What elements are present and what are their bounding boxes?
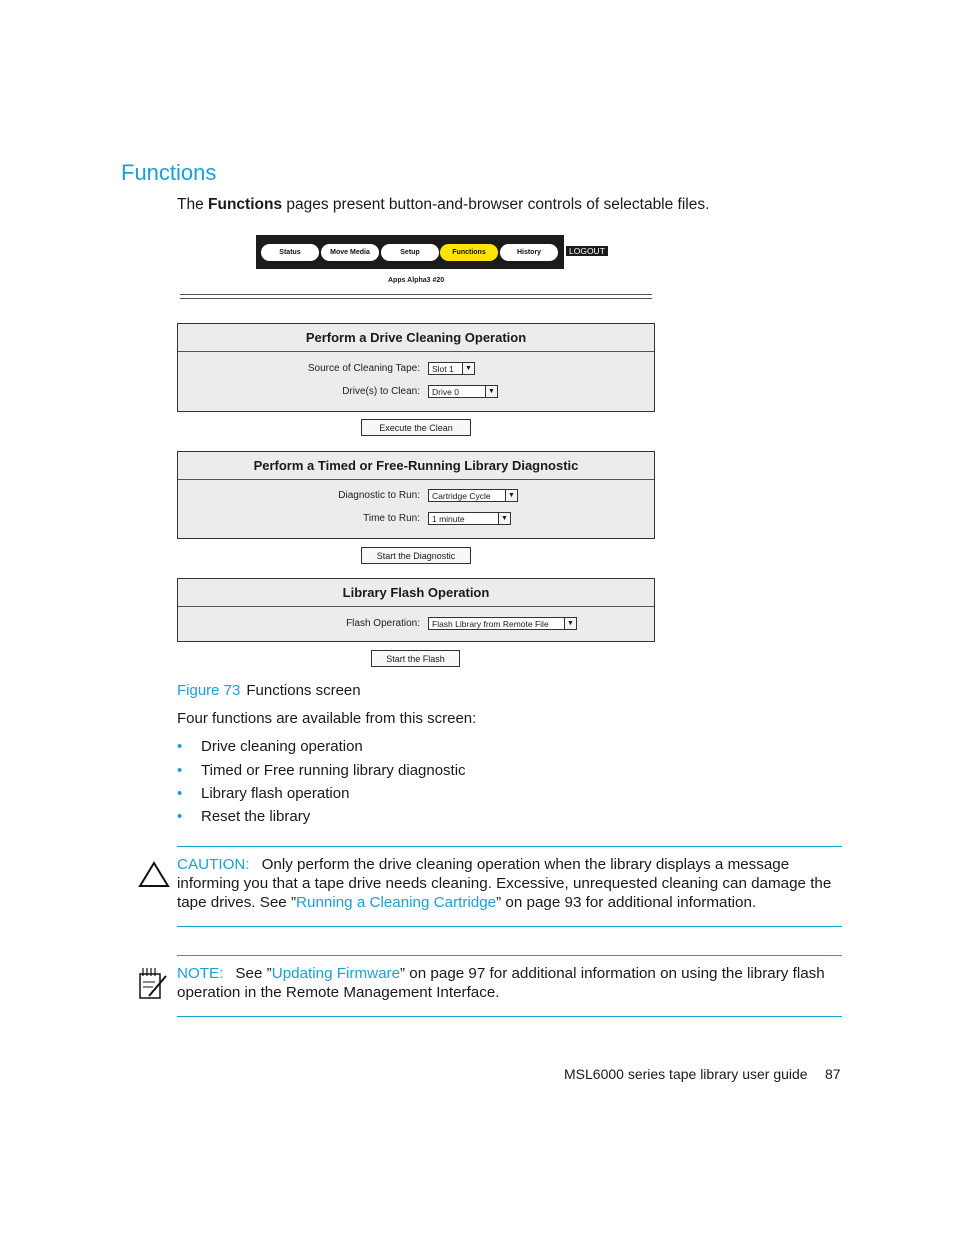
app-name: Apps Alpha3 #20 <box>388 277 445 284</box>
panel-title: Library Flash Operation <box>178 579 654 607</box>
available-text: Four functions are available from this screen: <box>177 710 477 727</box>
page-heading: Functions <box>121 160 217 185</box>
diagnostic-value: Cartridge Cycle <box>432 491 491 501</box>
divider <box>180 294 652 295</box>
nav-status-button[interactable]: Status <box>261 244 319 261</box>
nav-setup-button[interactable]: Setup <box>381 244 439 261</box>
diagnostic-label: Diagnostic to Run: <box>338 490 420 501</box>
bullet-icon: • <box>177 762 183 779</box>
drive-value: Drive 0 <box>432 387 459 397</box>
execute-clean-button[interactable]: Execute the Clean <box>361 419 471 436</box>
chevron-down-icon: ▼ <box>505 490 517 501</box>
flash-operation-value: Flash Library from Remote File <box>432 619 549 629</box>
start-flash-button[interactable]: Start the Flash <box>371 650 460 667</box>
intro-pre: The <box>177 196 209 213</box>
time-label: Time to Run: <box>363 513 420 524</box>
note-notice: NOTE: See ”Updating Firmware” on page 97 for additional information on using the library flash operation in the Remote Management Interface. <box>177 965 825 1001</box>
logout-button[interactable]: LOGOUT <box>566 246 608 256</box>
drive-label: Drive(s) to Clean: <box>342 386 420 397</box>
diagnostic-select[interactable] <box>428 489 518 502</box>
chevron-down-icon: ▼ <box>498 513 510 524</box>
intro-paragraph <box>177 196 709 214</box>
caution-icon <box>138 860 170 888</box>
panel-title: Perform a Timed or Free-Running Library Diagnostic <box>178 452 654 480</box>
nav-history-button[interactable]: History <box>500 244 558 261</box>
intro-post: pages present button-and-browser controls of selectable files. <box>282 196 710 213</box>
flash-panel <box>177 578 655 642</box>
chevron-down-icon: ▼ <box>564 618 576 629</box>
footer-title: MSL6000 series tape library user guide <box>564 1066 808 1082</box>
nav-move-media-button[interactable]: Move Media <box>321 244 379 261</box>
chevron-down-icon: ▼ <box>462 363 474 374</box>
divider <box>177 846 842 847</box>
divider <box>177 926 842 927</box>
start-diagnostic-button[interactable]: Start the Diagnostic <box>361 547 471 564</box>
panel-title: Perform a Drive Cleaning Operation <box>178 324 654 352</box>
source-value: Slot 1 <box>432 364 454 374</box>
source-label: Source of Cleaning Tape: <box>307 363 420 374</box>
time-select[interactable] <box>428 512 511 525</box>
nav-bar <box>256 235 564 269</box>
intro-bold: Functions <box>208 196 283 213</box>
drive-select[interactable] <box>428 385 498 398</box>
flash-operation-select[interactable] <box>428 617 577 630</box>
page-number: 87 <box>825 1066 841 1082</box>
note-icon <box>137 966 169 1000</box>
divider <box>177 955 842 956</box>
bullet-icon: • <box>177 738 183 755</box>
nav-functions-button[interactable]: Functions <box>440 244 498 261</box>
time-value: 1 minute <box>432 514 465 524</box>
caution-label: CAUTION: <box>177 856 250 873</box>
figure-number: Figure 73 <box>177 682 241 699</box>
caution-notice: CAUTION: Only perform the drive cleaning operation when the library displays a message informing you that a tape drive needs cleaning. Excessive, unrequested cleaning can damage the tape drives. See ”Running a Cleaning Cartridge” on page 93 for additional information. <box>177 856 832 911</box>
figure-title: Functions screen <box>246 682 361 699</box>
divider <box>180 298 652 299</box>
flash-operation-label: Flash Operation: <box>346 618 420 629</box>
updating-firmware-link[interactable]: Updating Firmware <box>271 965 401 982</box>
chevron-down-icon: ▼ <box>485 386 497 397</box>
bullet-icon: • <box>177 808 183 825</box>
source-select[interactable] <box>428 362 475 375</box>
bullet-icon: • <box>177 785 183 802</box>
divider <box>177 1016 842 1017</box>
note-label: NOTE: <box>177 965 224 982</box>
running-cleaning-cartridge-link[interactable]: Running a Cleaning Cartridge <box>296 894 497 911</box>
drive-cleaning-panel <box>177 323 655 412</box>
diagnostic-panel <box>177 451 655 539</box>
figure-caption <box>177 682 361 699</box>
